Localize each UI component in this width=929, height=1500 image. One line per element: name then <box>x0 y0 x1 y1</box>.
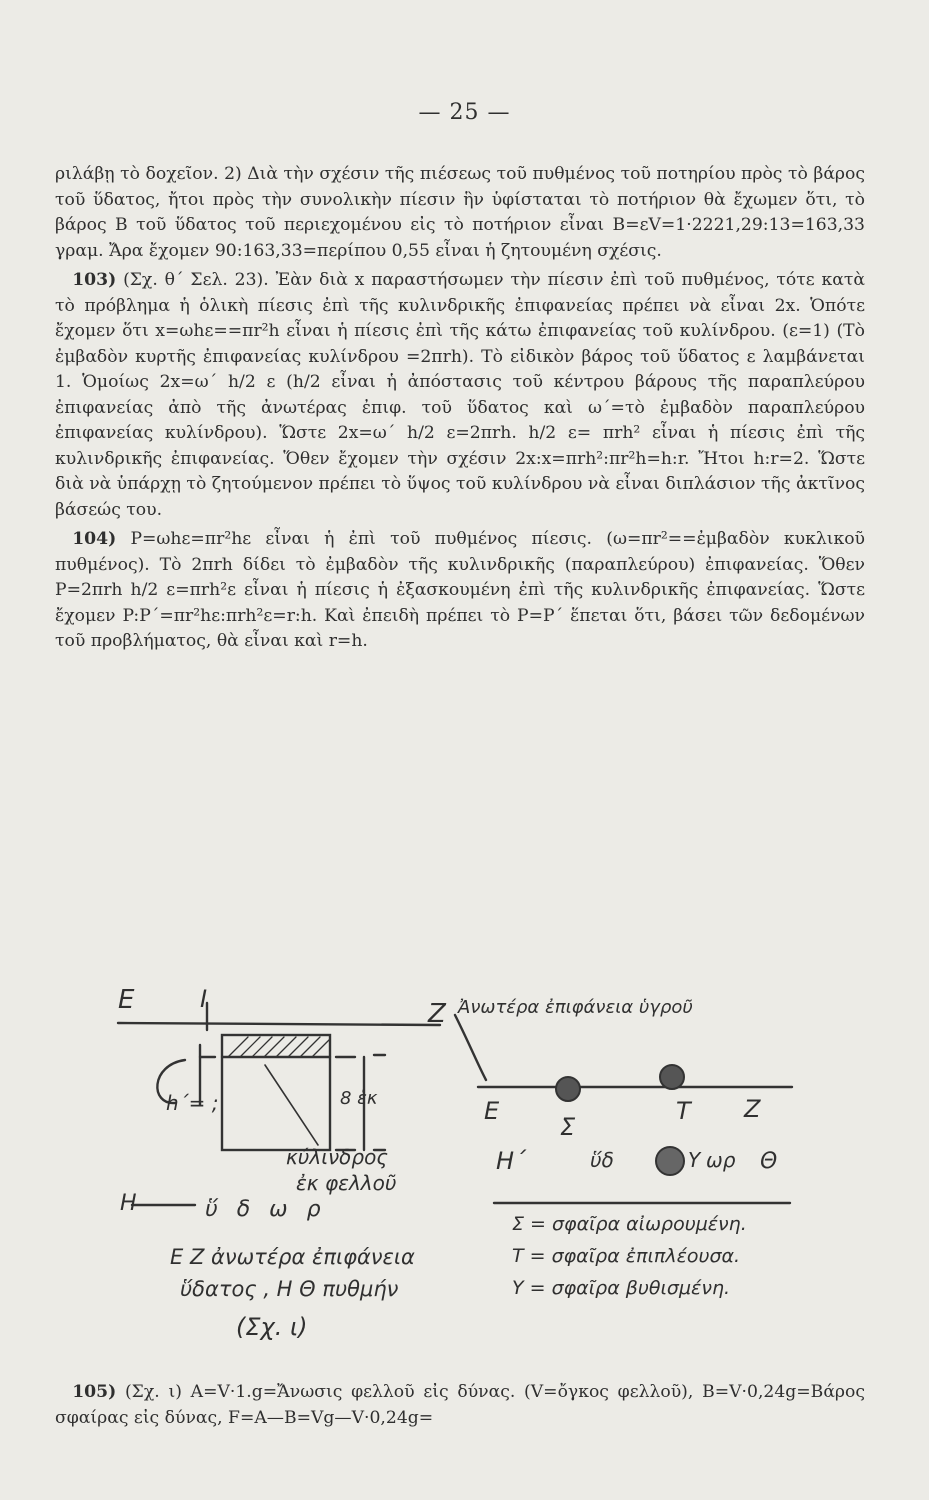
label-cylinder: κύλινδρος <box>286 1145 389 1169</box>
paragraph-number: 105) <box>72 1382 117 1402</box>
paragraph-105 <box>55 1380 865 1431</box>
paragraph-text: P=ωhε=πr²hε εἶναι ἡ ἐπὶ τοῦ πυθμένος πίεσις. (ω=πr²==ἐμβαδὸν κυκλικοῦ πυθμένος). Τὸ 2πrh δίδει τὸ ἐμβαδὸν τῆς κυλινδρικῆς (παραπλεύρου) ἐπιφανείας. Ὅθεν P=2πrh h/2 ε=πrh²ε εἶναι ἡ πίεσις ἡ ἐξασκουμένη ἐπὶ τῆς κυλινδρικῆς ἐπιφανείας. Ὥστε ἔχομεν P:P΄=πr²hε:πrh²ε=r:h. Καὶ ἐπειδὴ πρέπει τὸ P=P΄ ἕπεται ὅτι, βάσει τῶν δεδομένων τοῦ προβλήματος, θὰ εἶναι καὶ r=h. <box>55 529 865 651</box>
label-sigma: Σ <box>560 1113 576 1141</box>
main-text <box>55 162 865 655</box>
label-I: I <box>200 985 208 1013</box>
paragraph-text: (Σχ. ι) A=V·1.g=Ἄνωσις φελλοῦ εἰς δύνας. (V=ὄγκος φελλοῦ), B=V·0,24g=Βάρος σφαίρας εἰς δύνας, F=A—B=Vg—V·0,24g= <box>55 1382 866 1428</box>
figure-cylinder-spheres <box>0 985 929 1365</box>
label-H: H <box>120 1191 137 1216</box>
paragraph-intro <box>55 162 865 264</box>
label-water-left: ὕδ <box>590 1148 614 1172</box>
label-E: E <box>118 985 135 1015</box>
paragraph-103 <box>55 268 865 523</box>
label-water-right: ωρ <box>706 1148 736 1172</box>
label-surface: Ἀνωτέρα ἐπιφάνεια ὑγροῦ <box>458 997 693 1018</box>
paragraph-text: ριλάβῃ τὸ δοχεῖον. 2) Διὰ τὴν σχέσιν τῆς πιέσεως τοῦ πυθμένος τοῦ ποτηρίου πρὸς τὸ βάρος τοῦ ὕδατος, ἤτοι πρὸς τὴν συνολικὴν πίεσιν ἣν ὑφίσταται τὸ ποτήριον θὰ ἔχωμεν ὅτι, τὸ βάρος Β τοῦ ὕδατος τοῦ περιεχομένου εἰς τὸ ποτήριον εἶναι Β=εV=1·2221,29:13=163,33 γραμ. Ἄρα ἔχομεν 90:163,33=περίπου 0,55 εἶναι ἡ ζητουμένη σχέσις. <box>55 164 865 261</box>
label-tau: T <box>676 1097 691 1125</box>
spheres <box>556 1065 684 1175</box>
paragraph-text: (Σχ. θ΄ Σελ. 23). Ἐὰν διὰ x παραστήσωμεν τὴν πίεσιν ἐπὶ τοῦ πυθμένος, τότε κατὰ τὸ πρόβλημα ἡ ὁλικὴ πίεσις ἐπὶ τῆς κυλινδρικῆς ἐπιφανείας πρέπει νὰ εἶναι 2x. Ὁπότε ἔχομεν ὅτι x=ωhε==πr²h εἶναι ἡ πίεσις ἐπὶ τῆς κάτω ἐπιφανείας τοῦ κυλίνδρου. (ε=1) (Τὸ ἐμβαδὸν κυρτῆς ἐπιφανείας κυλίνδρου =2πrh). Τὸ εἰδικὸν βάρος τοῦ ὕδατος ε λαμβάνεται 1. Ὁμοίως 2x=ω΄ h/2 ε (h/2 εἶναι ἡ ἀπόστασις τοῦ κέντρου βάρους τῆς παραπλεύρου ἐπιφανείας ἀπὸ τῆς ἀνωτέρας ἐπιφ. τοῦ ὕδατος καὶ ω΄=τὸ ἐμβαδὸν παραπλεύρου ἐπιφανείας κυλίνδρου). Ὥστε 2x=ω΄ h/2 ε=2πrh. h/2 ε= πrh² εἶναι ἡ πίεσις ἐπὶ τῆς κυλινδρικῆς ἐπιφανείας. Ὅθεν ἔχομεν τὴν σχέσιν 2x:x=πrh²:πr²h=h:r. Ἤτοι h:r=2. Ὥστε διὰ νὰ ὑπάρχῃ τὸ ζητούμενον πρέπει τὸ ὕψος τοῦ κυλίνδρου νὰ εἶναι διπλάσιον τῆς ἀκτῖνος βάσεώς του. <box>55 270 866 520</box>
label-theta: Θ <box>760 1149 778 1174</box>
paragraph-104 <box>55 527 865 655</box>
water-surface-line <box>118 1023 440 1025</box>
label-h: h΄= ; <box>166 1091 219 1115</box>
paragraph-number: 104) <box>72 529 117 549</box>
sphere-tau <box>660 1065 684 1089</box>
label-E-right: E <box>484 1097 500 1125</box>
figure-drawing <box>0 985 929 1365</box>
surface-pointer <box>455 1015 486 1080</box>
caption-line-2: ὕδατος , H Θ πυθμήν <box>180 1277 399 1301</box>
label-Z-right: Z <box>744 1095 761 1123</box>
cylinder-hatch <box>228 1037 330 1057</box>
label-depth: 8 ἑκ <box>340 1088 378 1109</box>
paragraph-number: 103) <box>72 270 117 290</box>
label-upsilon: Y <box>688 1148 701 1172</box>
label-cork: ἐκ φελλοῦ <box>296 1171 397 1195</box>
figure-id: (Σχ. ι) <box>236 1313 308 1341</box>
caption-line-1: E Z ἀνωτέρα ἐπιφάνεια <box>170 1245 415 1269</box>
legend-line-3: Y = σφαῖρα βυθισμένη. <box>512 1277 731 1299</box>
sphere-upsilon <box>656 1147 684 1175</box>
label-H-right: H΄ <box>496 1147 527 1175</box>
legend-line-1: Σ = σφαῖρα αἰωρουμένη. <box>512 1213 747 1235</box>
label-water: ὕ δ ω ρ <box>205 1197 327 1222</box>
sphere-sigma <box>556 1077 580 1101</box>
legend-line-2: T = σφαῖρα ἐπιπλέουσα. <box>512 1245 741 1267</box>
label-Z: Z <box>428 999 446 1029</box>
page-number: — 25 — <box>418 100 511 125</box>
cork-cylinder <box>222 1035 330 1150</box>
cylinder-pointer <box>265 1065 318 1145</box>
